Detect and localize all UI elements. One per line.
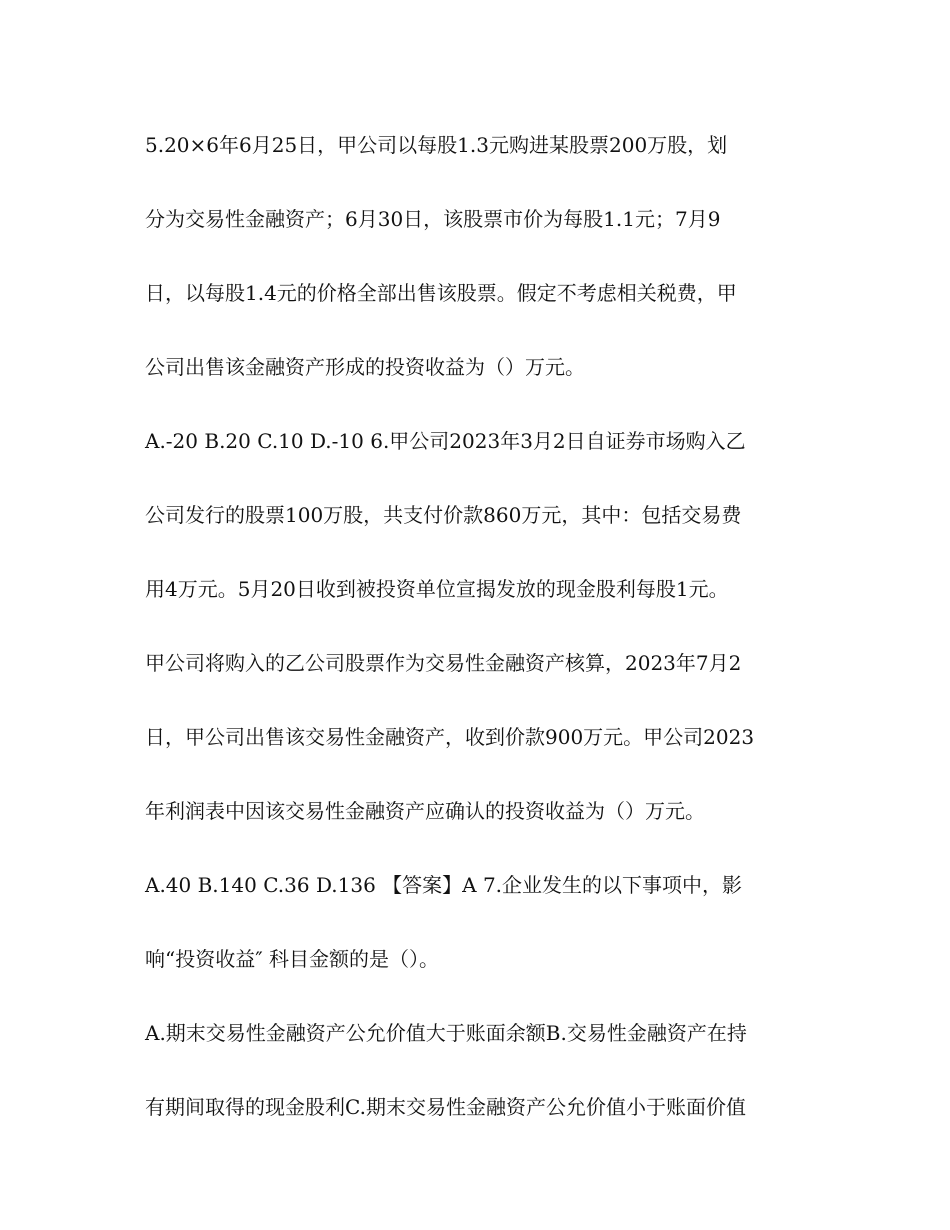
- text-line-12: 响“投资收益″ 科目金额的是（）。: [145, 947, 440, 971]
- text-line-5: A.-20 B.20 C.10 D.-10 6.甲公司2023年3月2日自证券市场购入乙: [145, 429, 746, 453]
- text-line-4: 公司出售该金融资产形成的投资收益为（）万元。: [145, 355, 585, 379]
- text-line-7: 用4万元。5月20日收到被投资单位宣揭发放的现金股利每股1元。: [145, 577, 729, 601]
- text-line-8: 甲公司将购入的乙公司股票作为交易性金融资产核算，2023年7月2: [145, 651, 742, 675]
- text-line-10: 年利润表中因该交易性金融资产应确认的投资收益为（）万元。: [145, 799, 705, 823]
- text-line-2: 分为交易性金融资产；6月30日，该股票市价为每股1.1元；7月9: [145, 207, 721, 231]
- text-line-9: 日，甲公司出售该交易性金融资产，收到价款900万元。甲公司2023: [145, 725, 755, 749]
- text-line-1: 5.20×6年6月25日，甲公司以每股1.3元购进某股票200万股，划: [145, 133, 728, 157]
- text-line-14: 有期间取得的现金股利C.期末交易性金融资产公允价值小于账面价值: [145, 1095, 746, 1119]
- text-line-13: A.期末交易性金融资产公允价值大于账面余额B.交易性金融资产在持: [145, 1021, 747, 1045]
- text-line-6: 公司发行的股票100万股，共支付价款860万元，其中：包括交易费: [145, 503, 742, 527]
- text-line-11: A.40 B.140 C.36 D.136 【答案】A 7.企业发生的以下事项中，影: [145, 873, 743, 897]
- text-line-3: 日，以每股1.4元的价格全部出售该股票。假定不考虑相关税费，甲: [145, 281, 737, 305]
